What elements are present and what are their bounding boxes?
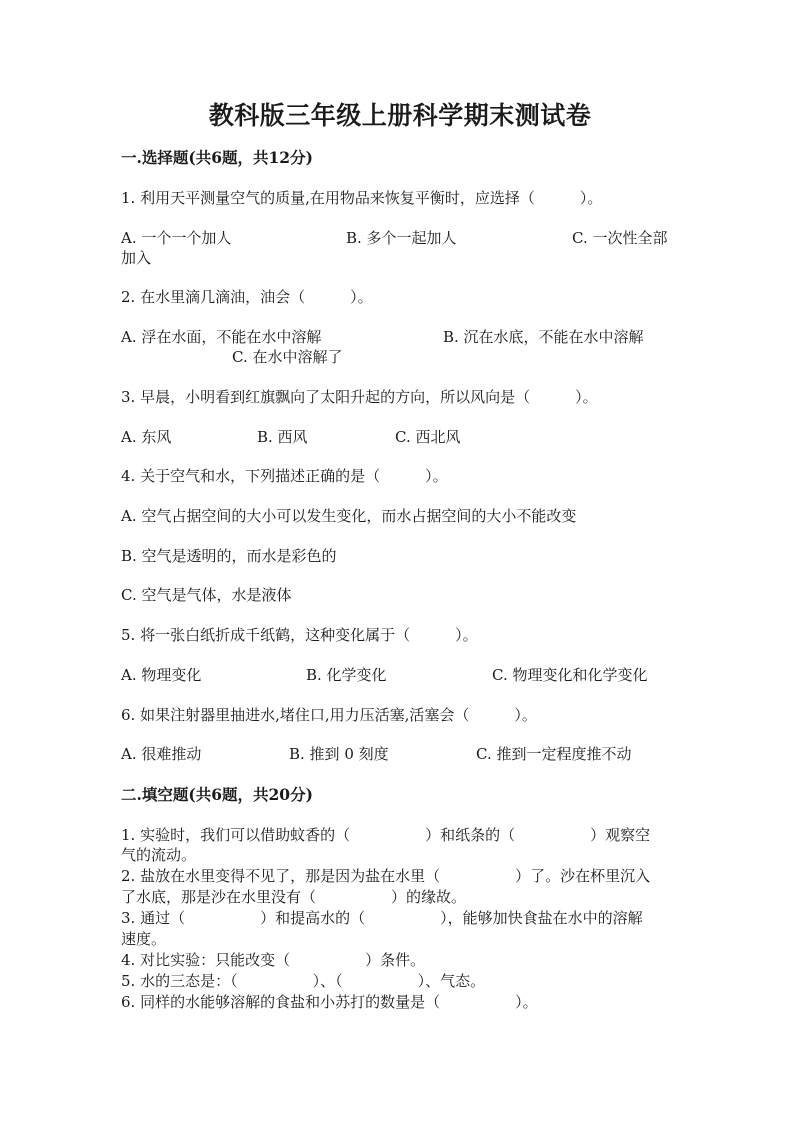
question-3: 3. 早晨，小明看到红旗飘向了太阳升起的方向，所以风向是（ ）。 (121, 388, 598, 406)
fill-line: 3. 通过（ ）和提高水的（ ），能够加快食盐在水中的溶解 (121, 909, 643, 927)
q3-option-c: C. 西北风 (395, 428, 461, 446)
q2-option-c: C. 在水中溶解了 (232, 348, 343, 366)
fill-line: 2. 盐放在水里变得不见了，那是因为盐在水里（ ）了。沙在杯里沉入 (121, 867, 651, 885)
q6-option-b: B. 推到 0 刻度 (289, 745, 389, 763)
fill-line: 6. 同样的水能够溶解的食盐和小苏打的数量是（ ）。 (121, 993, 538, 1011)
fill-line: 1. 实验时，我们可以借助蚊香的（ ）和纸条的（ ）观察空 (121, 826, 651, 844)
section-heading-choice: 一.选择题(共6题，共12分) (121, 148, 313, 167)
question-4: 4. 关于空气和水，下列描述正确的是（ ）。 (121, 467, 448, 485)
q6-option-a: A. 很难推动 (121, 745, 202, 763)
fill-line: 气的流动。 (121, 846, 197, 864)
q1-option-c-wrap: 加入 (121, 249, 152, 267)
q2-option-a: A. 浮在水面，不能在水中溶解 (121, 328, 322, 346)
q5-option-c: C. 物理变化和化学变化 (492, 666, 648, 684)
q1-option-a: A. 一个一个加人 (121, 229, 232, 247)
q1-option-b: B. 多个一起加人 (346, 229, 457, 247)
q3-option-a: A. 东风 (121, 428, 172, 446)
question-2: 2. 在水里滴几滴油，油会（ ）。 (121, 288, 373, 306)
fill-line: 4. 对比实验：只能改变（ ）条件。 (121, 951, 426, 969)
question-1: 1. 利用天平测量空气的质量,在用物品来恢复平衡时，应选择（ ）。 (121, 189, 603, 207)
q4-option-b: B. 空气是透明的，而水是彩色的 (121, 547, 337, 565)
fill-line: 5. 水的三态是：（ ）、（ ）、气态。 (121, 972, 486, 990)
q3-option-b: B. 西风 (257, 428, 308, 446)
q4-option-c: C. 空气是气体，水是液体 (121, 586, 292, 604)
q5-option-b: B. 化学变化 (306, 666, 387, 684)
fill-line: 速度。 (121, 930, 167, 948)
section-heading-fill-blank: 二.填空题(共6题，共20分) (121, 785, 313, 804)
q5-option-a: A. 物理变化 (121, 666, 202, 684)
q1-option-c: C. 一次性全部 (572, 229, 668, 247)
q6-option-c: C. 推到一定程度推不动 (476, 745, 632, 763)
q4-option-a: A. 空气占据空间的大小可以发生变化，而水占据空间的大小不能改变 (121, 507, 577, 525)
question-6: 6. 如果注射器里抽进水,堵住口,用力压活塞,活塞会（ ）。 (121, 706, 537, 724)
fill-line: 了水底，那是沙在水里没有（ ）的缘故。 (121, 888, 467, 906)
page-title: 教科版三年级上册科学期末测试卷 (208, 101, 592, 130)
question-5: 5. 将一张白纸折成千纸鹤，这种变化属于（ ）。 (121, 626, 478, 644)
q2-option-b: B. 沉在水底，不能在水中溶解 (443, 328, 644, 346)
